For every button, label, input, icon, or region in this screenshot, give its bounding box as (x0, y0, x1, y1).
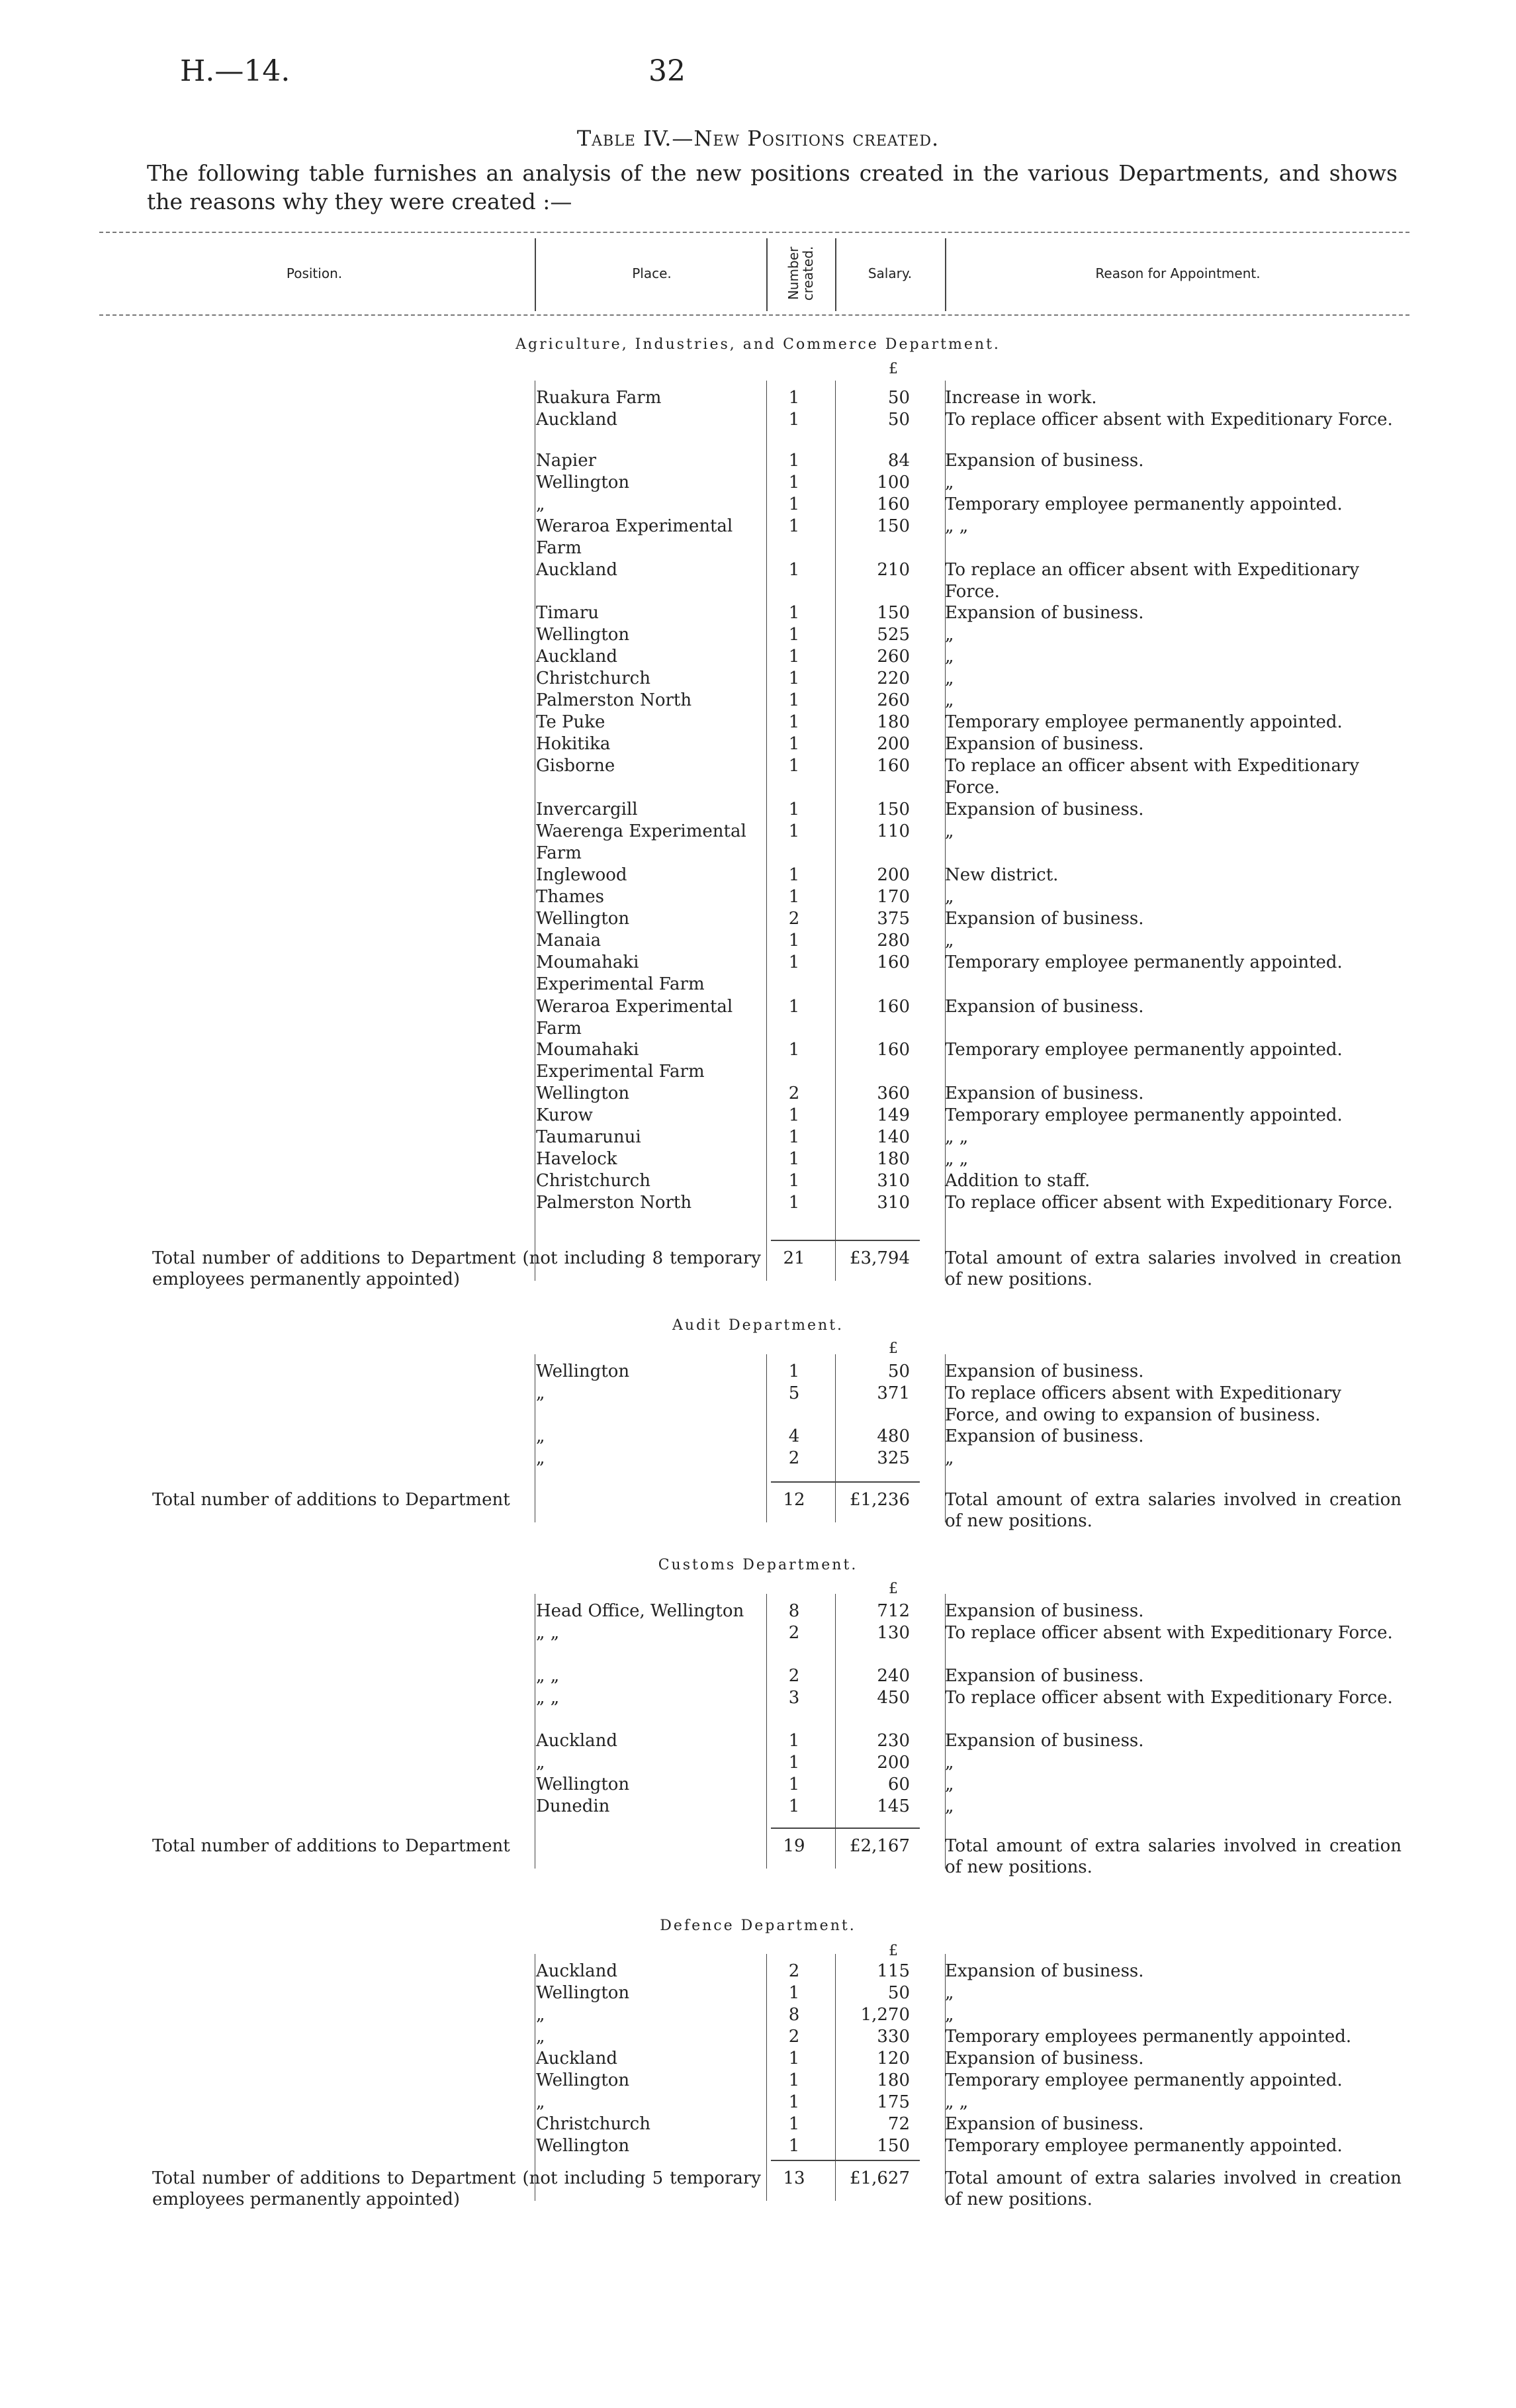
salary-cell: 210 (877, 560, 910, 580)
number-cell: 1 (788, 1362, 800, 1381)
salary-cell: 360 (877, 1084, 910, 1103)
reason-cell: „ (945, 625, 954, 645)
number-cell: 1 (788, 2070, 800, 2090)
total-label: Total number of additions to Department (not including 5 temporary employees permanently appointed) (152, 2168, 761, 2209)
salary-cell: 371 (877, 1383, 910, 1403)
reason-cell: Expansion of business. (945, 1362, 1144, 1381)
place-cell: „ (536, 1383, 545, 1403)
number-cell: 1 (788, 1193, 800, 1213)
place-cell: Wellington (536, 1775, 630, 1794)
pound-symbol: £ (889, 1581, 898, 1597)
number-cell: 1 (788, 734, 800, 754)
header-bottom-rule (99, 314, 1409, 316)
column-divider (835, 1954, 836, 2201)
total-reason: Total amount of extra salaries involved in creation of new positions. (945, 1490, 1402, 1531)
place-cell: Auckland (536, 647, 618, 667)
salary-cell: 150 (877, 516, 910, 536)
number-cell: 1 (788, 821, 800, 841)
reason-cell: Expansion of business. (945, 1601, 1144, 1621)
reason-cell: Addition to staff. (945, 1171, 1091, 1191)
number-cell: 1 (788, 1796, 800, 1816)
place-cell: Moumahaki Experimental Farm (536, 1040, 705, 1082)
number-cell: 2 (788, 1961, 800, 1981)
reason-cell: Expansion of business. (945, 1426, 1144, 1446)
reason-cell: „ „ (945, 2092, 969, 2112)
number-cell: 1 (788, 756, 800, 776)
salary-cell: 160 (877, 1040, 910, 1060)
reason-cell: Temporary employees permanently appointed. (945, 2027, 1352, 2047)
salary-cell: 60 (887, 1775, 910, 1794)
salary-cell: 50 (887, 388, 910, 408)
reason-cell: „ (945, 1775, 954, 1794)
place-cell: „ (536, 1426, 545, 1446)
place-cell: Wellington (536, 625, 630, 645)
reason-cell: To replace officer absent with Expeditionary Force. (945, 1623, 1393, 1643)
place-cell: Thames (536, 887, 604, 907)
place-cell: „ (536, 1448, 545, 1468)
place-cell: Moumahaki Experimental Farm (536, 952, 705, 994)
total-salary: £1,236 (850, 1490, 910, 1510)
number-cell: 1 (788, 451, 800, 471)
reason-cell: To replace officer absent with Expeditionary Force. (945, 1193, 1393, 1213)
reason-cell: „ „ (945, 516, 969, 536)
place-cell: Napier (536, 451, 597, 471)
salary-cell: 180 (877, 2070, 910, 2090)
salary-cell: 180 (877, 712, 910, 732)
number-cell: 8 (788, 1601, 800, 1621)
place-cell: Invercargill (536, 800, 638, 819)
reason-cell: To replace an officer absent with Expeditionary Force. (945, 560, 1360, 602)
number-cell: 1 (788, 1753, 800, 1773)
column-divider (766, 1594, 767, 1869)
place-cell: Christchurch (536, 669, 650, 688)
salary-cell: 280 (877, 931, 910, 950)
reason-cell: Expansion of business. (945, 734, 1144, 754)
place-cell: Dunedin (536, 1796, 610, 1816)
place-cell: „ „ (536, 1688, 560, 1708)
reason-cell: „ (945, 473, 954, 492)
salary-cell: 310 (877, 1193, 910, 1213)
reason-cell: Temporary employee permanently appointed. (945, 1105, 1343, 1125)
reason-cell: „ (945, 690, 954, 710)
number-cell: 1 (788, 2092, 800, 2112)
reason-cell: To replace an officer absent with Expeditionary Force. (945, 756, 1360, 798)
place-cell: Christchurch (536, 2114, 650, 2134)
total-reason: Total amount of extra salaries involved in creation of new positions. (945, 1248, 1402, 1289)
reason-cell: Expansion of business. (945, 1961, 1144, 1981)
reason-cell: „ (945, 669, 954, 688)
salary-cell: 50 (887, 1362, 910, 1381)
column-divider (835, 238, 836, 311)
place-cell: Wellington (536, 2070, 630, 2090)
place-cell: Christchurch (536, 1171, 650, 1191)
total-rule (771, 1828, 920, 1829)
salary-cell: 480 (877, 1426, 910, 1446)
column-header-place: Place. (632, 265, 672, 281)
salary-cell: 145 (877, 1796, 910, 1816)
salary-cell: 200 (877, 1753, 910, 1773)
total-number: 13 (783, 2168, 805, 2188)
reason-cell: Temporary employee permanently appointed. (945, 1040, 1343, 1060)
reason-cell: „ „ (945, 1149, 969, 1169)
salary-cell: 175 (877, 2092, 910, 2112)
total-reason: Total amount of extra salaries involved in creation of new positions. (945, 2168, 1402, 2209)
place-cell: Auckland (536, 560, 618, 580)
place-cell: Kurow (536, 1105, 593, 1125)
number-cell: 1 (788, 2136, 800, 2156)
report-code: H.—14. (180, 54, 290, 88)
number-cell: 1 (788, 2114, 800, 2134)
table-title: Table IV.—New Positions created. (576, 126, 940, 151)
salary-cell: 130 (877, 1623, 910, 1643)
reason-cell: „ (945, 1448, 954, 1468)
salary-cell: 149 (877, 1105, 910, 1125)
column-divider (766, 1954, 767, 2201)
column-header-position: Position. (286, 265, 343, 281)
place-cell: Palmerston North (536, 1193, 692, 1213)
number-cell: 1 (788, 647, 800, 667)
column-divider (535, 238, 536, 311)
reason-cell: Temporary employee permanently appointed. (945, 2070, 1343, 2090)
salary-cell: 325 (877, 1448, 910, 1468)
number-cell: 8 (788, 2005, 800, 2025)
reason-cell: Temporary employee permanently appointed. (945, 2136, 1343, 2156)
total-salary: £1,627 (850, 2168, 910, 2188)
page-number: 32 (648, 54, 686, 88)
number-cell: 1 (788, 603, 800, 623)
column-header-reason: Reason for Appointment. (1095, 265, 1261, 281)
number-cell: 1 (788, 887, 800, 907)
number-cell: 1 (788, 997, 800, 1017)
total-salary: £2,167 (850, 1836, 910, 1856)
place-cell: Auckland (536, 1961, 618, 1981)
reason-cell: New district. (945, 865, 1059, 885)
number-cell: 1 (788, 410, 800, 430)
salary-cell: 310 (877, 1171, 910, 1191)
intro-paragraph: The following table furnishes an analysis of the new positions created in the various Departments, and shows the reasons why they were created :— (147, 160, 1398, 214)
number-cell: 1 (788, 560, 800, 580)
reason-cell: „ (945, 1753, 954, 1773)
salary-cell: 84 (887, 451, 910, 471)
salary-cell: 100 (877, 473, 910, 492)
place-cell: Timaru (536, 603, 599, 623)
salary-cell: 200 (877, 865, 910, 885)
column-divider (766, 1354, 767, 1522)
place-cell: Waerenga Experimental Farm (536, 821, 746, 863)
place-cell: Ruakura Farm (536, 388, 662, 408)
reason-cell: Expansion of business. (945, 1731, 1144, 1751)
place-cell: Auckland (536, 2049, 618, 2068)
reason-cell: To replace officers absent with Expeditionary Force, and owing to expansion of business. (945, 1383, 1341, 1425)
total-rule (771, 1240, 920, 1241)
reason-cell: To replace officer absent with Expeditionary Force. (945, 410, 1393, 430)
pound-symbol: £ (889, 361, 898, 377)
place-cell: Wellington (536, 909, 630, 929)
place-cell: „ (536, 1753, 545, 1773)
salary-cell: 450 (877, 1688, 910, 1708)
column-divider (766, 381, 767, 1281)
place-cell: Palmerston North (536, 690, 692, 710)
reason-cell: Temporary employee permanently appointed. (945, 952, 1343, 972)
salary-cell: 1,270 (860, 2005, 910, 2025)
reason-cell: Expansion of business. (945, 451, 1144, 471)
number-cell: 1 (788, 690, 800, 710)
total-label: Total number of additions to Department (not including 8 temporary employees permanently appointed) (152, 1248, 761, 1289)
number-cell: 1 (788, 712, 800, 732)
salary-cell: 330 (877, 2027, 910, 2047)
number-cell: 4 (788, 1426, 800, 1446)
number-cell: 2 (788, 2027, 800, 2047)
place-cell: Auckland (536, 1731, 618, 1751)
place-cell: Inglewood (536, 865, 627, 885)
salary-cell: 115 (877, 1961, 910, 1981)
place-cell: „ (536, 2005, 545, 2025)
number-cell: 2 (788, 1623, 800, 1643)
place-cell: Gisborne (536, 756, 615, 776)
number-cell: 1 (788, 800, 800, 819)
place-cell: Havelock (536, 1149, 617, 1169)
number-cell: 1 (788, 1149, 800, 1169)
place-cell: Wellington (536, 473, 630, 492)
number-cell: 1 (788, 1127, 800, 1147)
reason-cell: Expansion of business. (945, 909, 1144, 929)
total-salary: £3,794 (850, 1248, 910, 1268)
department-title: Audit Department. (672, 1317, 844, 1334)
salary-cell: 160 (877, 997, 910, 1017)
total-label: Total number of additions to Department (152, 1490, 510, 1510)
reason-cell: „ (945, 2005, 954, 2025)
place-cell: Te Puke (536, 712, 605, 732)
place-cell: „ „ (536, 1623, 560, 1643)
place-cell: Wellington (536, 1084, 630, 1103)
number-cell: 1 (788, 952, 800, 972)
number-cell: 1 (788, 1105, 800, 1125)
number-cell: 1 (788, 1731, 800, 1751)
salary-cell: 120 (877, 2049, 910, 2068)
salary-cell: 260 (877, 690, 910, 710)
reason-cell: Temporary employee permanently appointed. (945, 712, 1343, 732)
total-rule (771, 1481, 920, 1483)
salary-cell: 200 (877, 734, 910, 754)
reason-cell: „ (945, 1796, 954, 1816)
column-divider (766, 238, 768, 311)
reason-cell: Expansion of business. (945, 2049, 1144, 2068)
department-title: Agriculture, Industries, and Commerce Department. (515, 336, 1001, 353)
number-cell: 2 (788, 1666, 800, 1686)
reason-cell: Expansion of business. (945, 800, 1144, 819)
column-divider (835, 381, 836, 1281)
column-header-salary: Salary. (868, 265, 913, 281)
reason-cell: Expansion of business. (945, 997, 1144, 1017)
salary-cell: 50 (887, 410, 910, 430)
reason-cell: „ (945, 1983, 954, 2003)
reason-cell: Expansion of business. (945, 603, 1144, 623)
place-cell: „ (536, 2092, 545, 2112)
reason-cell: Expansion of business. (945, 2114, 1144, 2134)
salary-cell: 150 (877, 603, 910, 623)
number-cell: 1 (788, 865, 800, 885)
column-divider (835, 1354, 836, 1522)
total-number: 19 (783, 1836, 805, 1856)
total-number: 12 (783, 1490, 805, 1510)
place-cell: „ (536, 2027, 545, 2047)
number-cell: 1 (788, 516, 800, 536)
reason-cell: „ „ (945, 1127, 969, 1147)
place-cell: „ „ (536, 1666, 560, 1686)
place-cell: Weraroa Experimental Farm (536, 997, 733, 1039)
salary-cell: 110 (877, 821, 910, 841)
salary-cell: 260 (877, 647, 910, 667)
number-cell: 2 (788, 1084, 800, 1103)
place-cell: Hokitika (536, 734, 611, 754)
salary-cell: 170 (877, 887, 910, 907)
number-cell: 1 (788, 931, 800, 950)
column-header-number: Number created. (785, 246, 816, 301)
number-cell: 1 (788, 473, 800, 492)
number-cell: 3 (788, 1688, 800, 1708)
number-cell: 1 (788, 1040, 800, 1060)
total-number: 21 (783, 1248, 805, 1268)
total-label: Total number of additions to Department (152, 1836, 510, 1856)
salary-cell: 160 (877, 494, 910, 514)
number-cell: 1 (788, 494, 800, 514)
salary-cell: 220 (877, 669, 910, 688)
number-cell: 2 (788, 1448, 800, 1468)
number-cell: 1 (788, 1775, 800, 1794)
salary-cell: 50 (887, 1983, 910, 2003)
reason-cell: „ (945, 647, 954, 667)
column-divider (945, 238, 946, 311)
place-cell: Weraroa Experimental Farm (536, 516, 733, 558)
pound-symbol: £ (889, 1943, 898, 1959)
salary-cell: 150 (877, 800, 910, 819)
pound-symbol: £ (889, 1340, 898, 1357)
number-cell: 1 (788, 388, 800, 408)
salary-cell: 180 (877, 1149, 910, 1169)
salary-cell: 140 (877, 1127, 910, 1147)
reason-cell: Expansion of business. (945, 1666, 1144, 1686)
number-cell: 1 (788, 1171, 800, 1191)
salary-cell: 160 (877, 952, 910, 972)
salary-cell: 712 (877, 1601, 910, 1621)
number-cell: 1 (788, 625, 800, 645)
place-cell: Wellington (536, 2136, 630, 2156)
number-cell: 1 (788, 2049, 800, 2068)
place-cell: Manaia (536, 931, 602, 950)
reason-cell: „ (945, 887, 954, 907)
number-cell: 1 (788, 1983, 800, 2003)
total-reason: Total amount of extra salaries involved in creation of new positions. (945, 1836, 1402, 1877)
salary-cell: 160 (877, 756, 910, 776)
reason-cell: Increase in work. (945, 388, 1097, 408)
number-cell: 2 (788, 909, 800, 929)
department-title: Defence Department. (660, 1918, 856, 1934)
salary-cell: 230 (877, 1731, 910, 1751)
reason-cell: „ (945, 821, 954, 841)
salary-cell: 525 (877, 625, 910, 645)
salary-cell: 240 (877, 1666, 910, 1686)
salary-cell: 72 (887, 2114, 910, 2134)
reason-cell: To replace officer absent with Expeditionary Force. (945, 1688, 1393, 1708)
department-title: Customs Department. (658, 1557, 858, 1573)
salary-cell: 150 (877, 2136, 910, 2156)
reason-cell: Temporary employee permanently appointed. (945, 494, 1343, 514)
number-cell: 5 (788, 1383, 800, 1403)
place-cell: Wellington (536, 1362, 630, 1381)
place-cell: „ (536, 494, 545, 514)
total-rule (771, 2160, 920, 2161)
place-cell: Wellington (536, 1983, 630, 2003)
reason-cell: Expansion of business. (945, 1084, 1144, 1103)
place-cell: Taumarunui (536, 1127, 641, 1147)
place-cell: Auckland (536, 410, 618, 430)
reason-cell: „ (945, 931, 954, 950)
place-cell: Head Office, Wellington (536, 1601, 744, 1621)
salary-cell: 375 (877, 909, 910, 929)
number-cell: 1 (788, 669, 800, 688)
